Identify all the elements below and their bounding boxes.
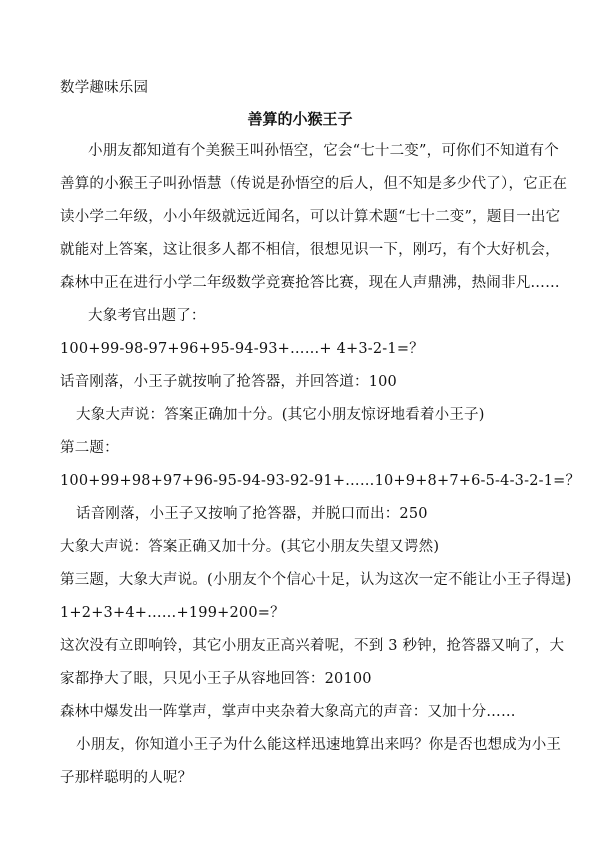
question-two-label: 第二题： <box>60 440 119 456</box>
text-line: 读小学二年级，小小年级就远近闻名，可以计算术题“七十二变”，题目一出它 <box>60 209 561 225</box>
question-three-expression: 1+2+3+4+……+199+200=？ <box>60 605 285 621</box>
question-three-intro: 第三题，大象大声说。(小朋友个个信心十足，认为这次一定不能让小王子得逞) <box>60 572 572 588</box>
text-line: 森林中正在进行小学二年级数学竞赛抢答比赛，现在人声鼎沸，热闹非凡…… <box>60 275 560 291</box>
text-line: 家都挣大了眼，只见小王子从容地回答：20100 <box>60 671 372 687</box>
question-one-intro: 大象考官出题了： <box>88 308 206 324</box>
question-one-answer: 话音刚落，小王子就按响了抢答器，并回答道：100 <box>60 374 397 390</box>
text-line: 就能对上答案，这让很多人都不相信，很想见识一下，刚巧，有个大好机会， <box>60 242 560 258</box>
question-one-expression: 100+99-98-97+96+95-94-93+……+ 4+3-2-1=？ <box>60 341 424 357</box>
text-line: 子那样聪明的人呢？ <box>60 770 193 786</box>
text-line: 小朋友，你知道小王子为什么能这样迅速地算出来吗？你是否也想成为小王 <box>76 737 562 753</box>
question-two-expression: 100+99+98+97+96-95-94-93-92-91+……10+9+8+7+6-5-4-3-2-1=？ <box>60 473 581 489</box>
section-label: 数学趣味乐园 <box>60 80 149 96</box>
text-line: 善算的小猴王子叫孙悟慧（传说是孙悟空的后人，但不知是多少代了），它正在 <box>60 176 568 192</box>
text-line: 这次没有立即响铃，其它小朋友正高兴着呢，不到 3 秒钟，抢答器又响了，大 <box>60 638 565 654</box>
applause-line: 森林中爆发出一阵掌声，掌声中夹杂着大象高亢的声音：又加十分…… <box>60 704 516 720</box>
question-two-answer: 话音刚落，小王子又按响了抢答器，并脱口而出：250 <box>76 506 428 522</box>
story-title: 善算的小猴王子 <box>247 110 353 128</box>
question-two-reaction: 大象大声说：答案正确又加十分。(其它小朋友失望又谔然) <box>60 539 440 555</box>
question-one-reaction: 大象大声说：答案正确加十分。(其它小朋友惊讶地看着小王子) <box>76 407 485 423</box>
text-line: 小朋友都知道有个美猴王叫孙悟空，它会“七十二变”，可你们不知道有个 <box>88 143 559 159</box>
